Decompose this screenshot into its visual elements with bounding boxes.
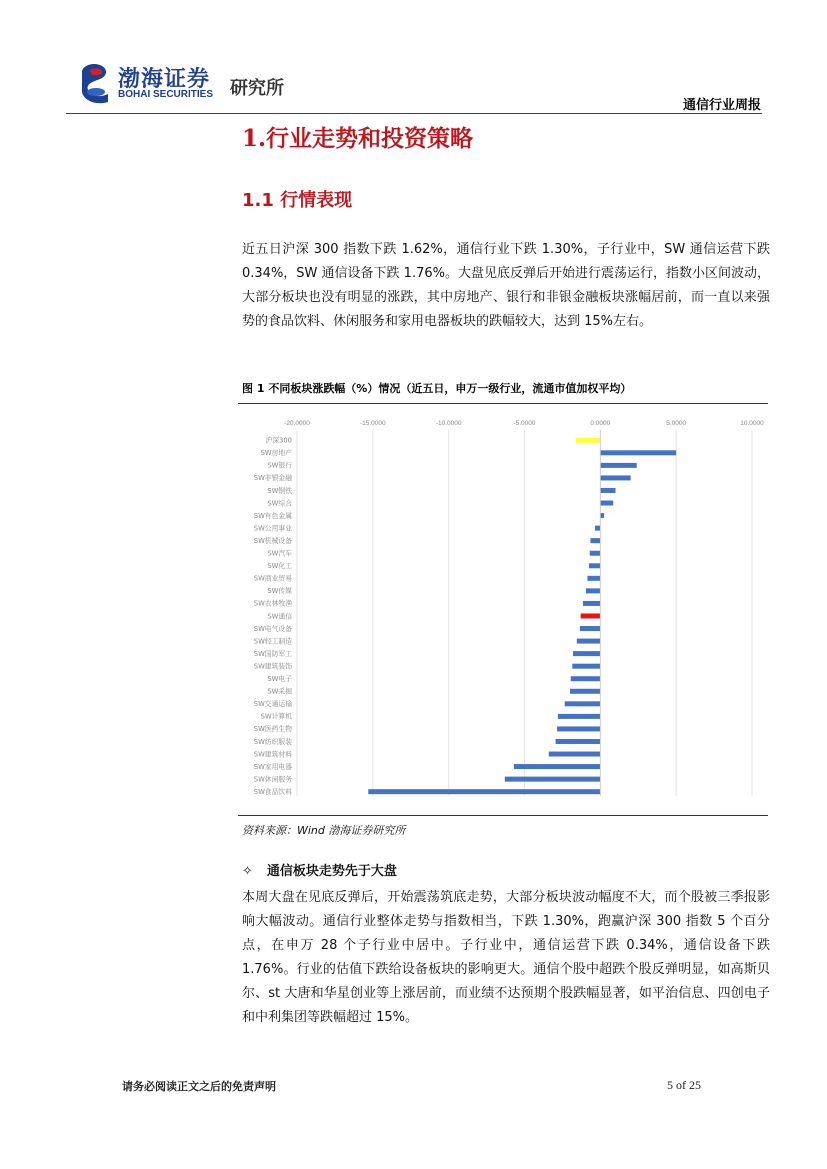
chart-bar	[565, 701, 601, 706]
chart-category-label: SW电气设备	[253, 624, 292, 633]
chart-bar	[590, 551, 601, 556]
company-logo	[78, 62, 308, 106]
chart-bar	[570, 689, 600, 694]
chart-category-label: SW采掘	[267, 687, 292, 696]
chart-category-label: SW商业贸易	[253, 574, 292, 583]
diamond-bullet-icon: ✧	[242, 864, 253, 879]
report-name: 通信行业周报	[682, 98, 761, 113]
chart-bar	[583, 601, 600, 606]
chart-category-label: SW国防军工	[253, 649, 292, 658]
chart-x-tick-label: -5.0000	[513, 420, 536, 427]
chart-category-label: SW家用电器	[253, 762, 292, 771]
chart-bar	[505, 777, 601, 782]
chart-category-label: SW传媒	[267, 587, 292, 596]
chart-bar	[595, 526, 600, 531]
bullet-heading-text: 通信板块走势先于大盘	[266, 864, 397, 879]
chart-bar	[600, 488, 615, 493]
chart-category-label: SW纺织服装	[253, 737, 292, 746]
chart-bar	[514, 764, 600, 769]
chart-x-tick-label: 10.0000	[740, 420, 764, 427]
chart-bar	[558, 714, 600, 719]
chart-x-tick-label: -20.0000	[284, 420, 310, 427]
chart-bar	[589, 563, 600, 568]
chart-category-label: SW交通运输	[253, 700, 292, 709]
sector-returns-bar-chart	[238, 404, 768, 814]
paragraph-telecom: 本周大盘在见底反弹后，开始震荡筑底走势，大部分板块波动幅度不大，而个股被三季报影响大幅波动。通信行业整体走势与指数相当，下跌 1.30%，跑赢沪深 300 指数 5 个百分点，在申万 28 个子行业中居中。子行业中，通信运营下跌 0.34%，通信设备下跌 1.76%。行业的估值下跌给设备板块的影响更大。通信个股中超跌个股反弹明显，如高斯贝尔、st 大唐和华星创业等上涨居前，而业绩不达预期个股跌幅显著，如平治信息、四创电子和中利集团等跌幅超过 15%。	[242, 890, 770, 1025]
chart-x-tick-label: -10.0000	[435, 420, 462, 427]
chart-category-label: SW建筑材料	[253, 750, 292, 759]
chart-bar	[577, 639, 601, 644]
figure-source: 资料来源：Wind 渤海证券研究所	[242, 824, 406, 837]
chart-bar	[549, 752, 601, 757]
chart-bar	[590, 538, 600, 543]
header-divider	[66, 113, 762, 114]
chart-category-label: SW通信	[267, 612, 292, 621]
logo-cn-text: 渤海证券	[118, 66, 211, 92]
chart-bar	[600, 450, 676, 455]
chart-bar	[573, 651, 600, 656]
chart-bar	[587, 576, 600, 581]
chart-category-label: SW计算机	[260, 712, 292, 721]
chart-category-label: SW非银金融	[253, 474, 292, 483]
chart-bar	[600, 475, 630, 480]
chart-x-tick-label: 0.0000	[590, 420, 611, 427]
paragraph-market: 近五日沪深 300 指数下跌 1.62%，通信行业下跌 1.30%，子行业中，SW 通信运营下跌 0.34%，SW 通信设备下跌 1.76%。大盘见底反弹后开始进行震荡运行，指数小区间波动，大部分板块也没有明显的涨跌，其中房地产、银行和非银金融板块涨幅居前，而一直以来强势的食品饮料、休闲服务和家用电器板块的跌幅较大，达到 15%左右。	[242, 242, 770, 329]
bohai-logo-icon	[78, 62, 112, 104]
chart-category-label: SW房地产	[260, 449, 292, 458]
chart-category-label: SW机械设备	[253, 536, 292, 545]
chart-category-label: SW医药生物	[253, 725, 292, 734]
chart-bar	[571, 676, 601, 681]
section-subtitle: 1.1 行情表现	[242, 190, 353, 211]
chart-category-label: SW汽车	[267, 549, 292, 558]
bullet-heading	[242, 860, 397, 879]
chart-bar	[586, 588, 600, 593]
chart-category-label: SW综合	[267, 499, 292, 508]
chart-x-tick-label: 5.0000	[666, 420, 687, 427]
chart-category-label: SW建筑装饰	[253, 662, 292, 671]
chart-category-label: SW公用事业	[253, 524, 292, 533]
chart-category-label: SW电子	[267, 675, 292, 684]
chart-category-label: SW化工	[267, 562, 292, 571]
logo-institute: 研究所	[230, 78, 284, 99]
logo-en-text: BOHAI SECURITIES	[118, 89, 214, 100]
footer-disclaimer: 请务必阅读正文之后的免责声明	[122, 1080, 276, 1093]
chart-bar	[572, 664, 600, 669]
figure-caption: 图 1 不同板块涨跌幅（%）情况（近五日，申万一级行业，流通市值加权平均）	[242, 382, 632, 395]
chart-category-label: SW轻工制造	[253, 637, 292, 646]
chart-category-label: SW有色金属	[253, 511, 292, 520]
chart-category-label: SW银行	[267, 461, 292, 470]
chart-bar	[576, 438, 601, 443]
chart-bar	[581, 613, 601, 618]
chart-category-label: SW农林牧渔	[253, 599, 292, 608]
chart-bar	[556, 739, 601, 744]
chart-bar	[600, 501, 613, 506]
chart-bar	[580, 626, 600, 631]
page-number: 5 of 25	[667, 1078, 701, 1092]
figure-bottom-rule	[238, 815, 768, 816]
section-title: 1.行业走势和投资策略	[242, 125, 474, 152]
chart-category-label: SW食品饮料	[253, 787, 292, 796]
chart-bar	[557, 726, 600, 731]
chart-x-tick-label: -15.0000	[359, 420, 386, 427]
chart-category-label: SW休闲服务	[253, 775, 292, 784]
chart-category-label: SW钢铁	[267, 486, 292, 495]
chart-bar	[600, 463, 636, 468]
chart-bar	[368, 789, 600, 794]
chart-category-label: 沪深300	[265, 436, 292, 445]
chart-bar	[600, 513, 604, 518]
